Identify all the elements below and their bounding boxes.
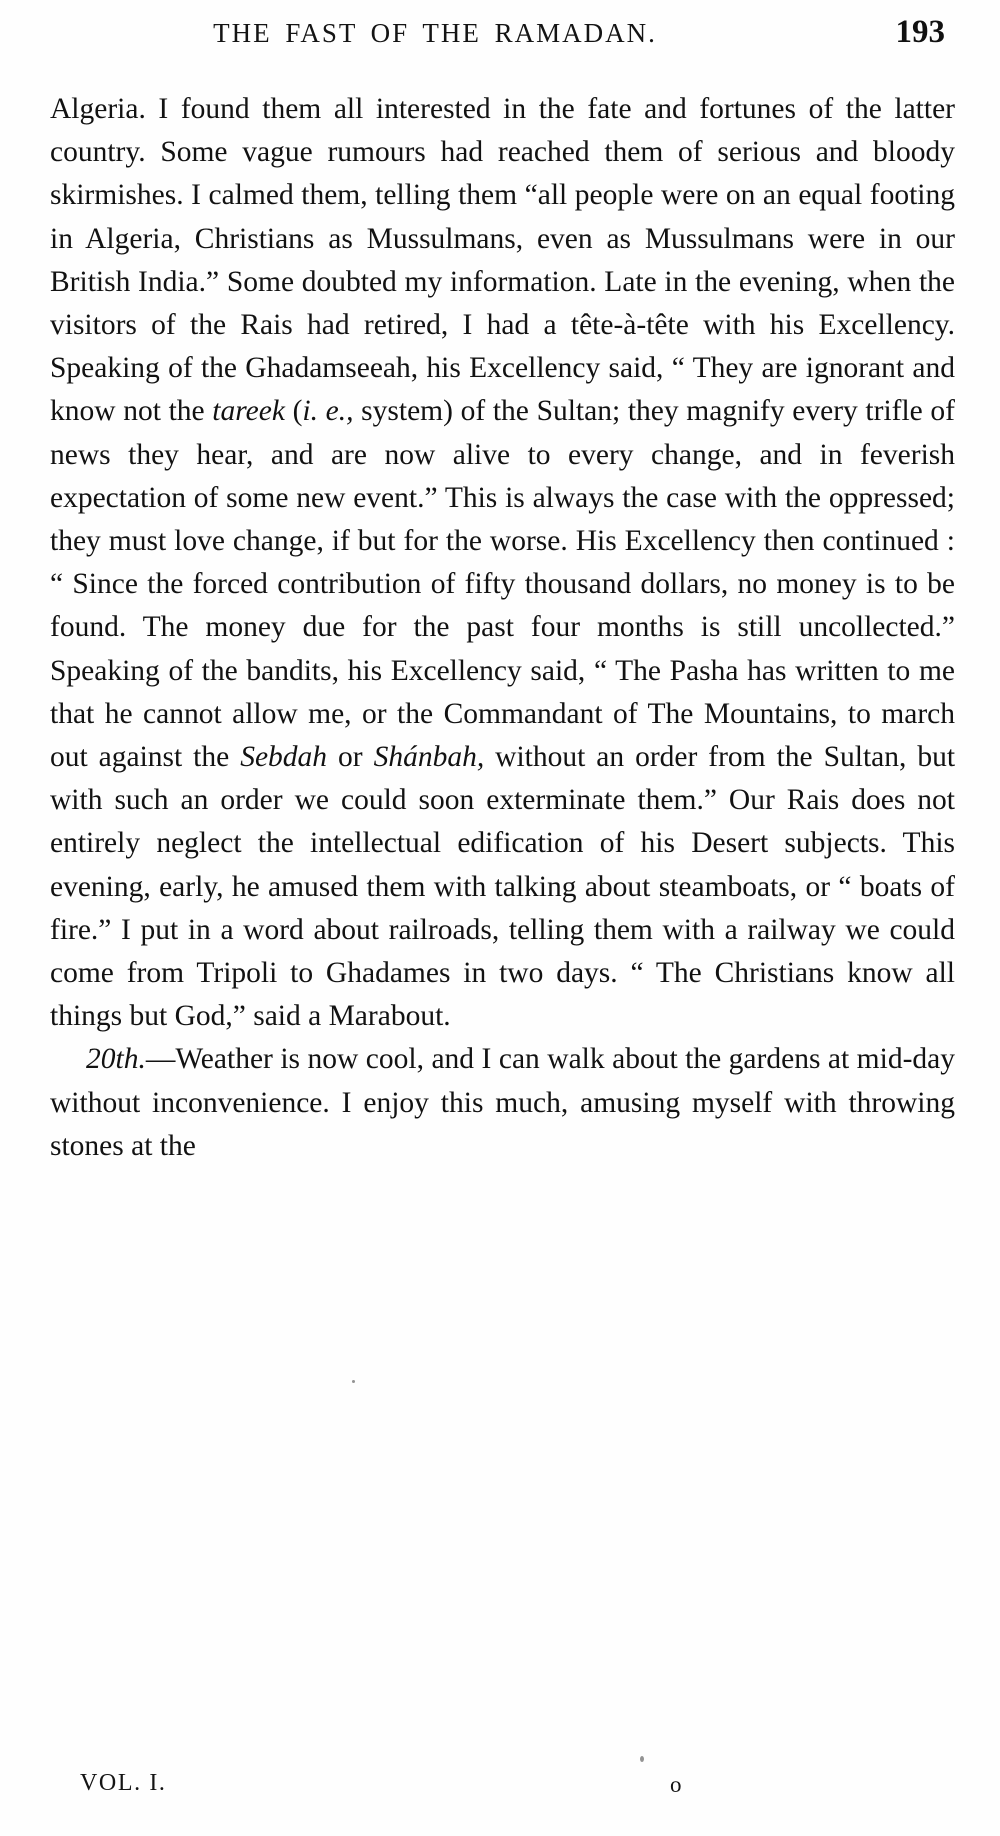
italic-phrase: Sebdah bbox=[240, 741, 328, 774]
scan-speck bbox=[352, 1380, 355, 1383]
italic-phrase: i. e., bbox=[302, 395, 354, 428]
text-run: —Weather is now cool, and I can walk about the gardens at mid-day without inconvenience. I enjoy this much, amusing myself with throwing stones at the bbox=[50, 1043, 955, 1162]
paragraph-2 bbox=[50, 1038, 955, 1168]
italic-phrase: 20th. bbox=[86, 1043, 146, 1076]
page-header bbox=[55, 14, 945, 64]
text-run: or bbox=[327, 741, 374, 774]
text-run: without an order from the Sultan, but with such an order we could soon exterminate them.” Our Rais does not entirely neglect the intellectual edification of his Desert subjects. This evening, early, he amused them with talking about steamboats, or “ boats of fire.” I put in a word about railroads, telling them with a railway we could come from Tripoli to Ghadames in two days. “ The Christians know all things but God,” said a Marabout. bbox=[50, 741, 956, 1033]
page-number: 193 bbox=[895, 14, 945, 50]
text-run: Algeria. I found them all interested in the fate and fortunes of the latter country. Some vague rumours had reached them of serious and bloody skirmishes. I calmed them, telling them “all people were on an equal footing in Algeria, Christians as Mussulmans, even as Mussulmans were in our British India.” Some doubted my information. Late in the evening, when the visitors of the Rais had retired, I had a tête-à-tête with his Excellency. Speaking of the Ghadamseeah, his Excellency said, “ They are ignorant and know not the bbox=[50, 93, 955, 428]
scan-speck bbox=[640, 1756, 644, 1762]
text-run: ( bbox=[284, 395, 303, 428]
page-footer bbox=[50, 1770, 955, 1810]
paragraph-1 bbox=[50, 88, 955, 1038]
signature-mark: o bbox=[670, 1772, 682, 1797]
page-body-text bbox=[50, 88, 955, 1168]
italic-phrase: tareek bbox=[212, 395, 285, 428]
italic-phrase: Shánbah, bbox=[373, 741, 485, 774]
text-run: system) of the Sultan; they magnify every trifle of news they hear, and are now alive to every change, and in feverish expectation of some new event.” This is always the case with the oppressed; they must love change, if but for the worse. His Excellency then continued : “ Since the forced contribution of fifty thousand dollars, no money is to be found. The money due for the past four months is still uncollected.” Speaking of the bandits, his Excellency said, “ The Pasha has written to me that he cannot allow me, or the Commandant of The Mountains, to march out against the bbox=[50, 395, 956, 774]
running-head: THE FAST OF THE RAMADAN. bbox=[213, 18, 657, 48]
volume-mark: VOL. I. bbox=[80, 1770, 167, 1796]
